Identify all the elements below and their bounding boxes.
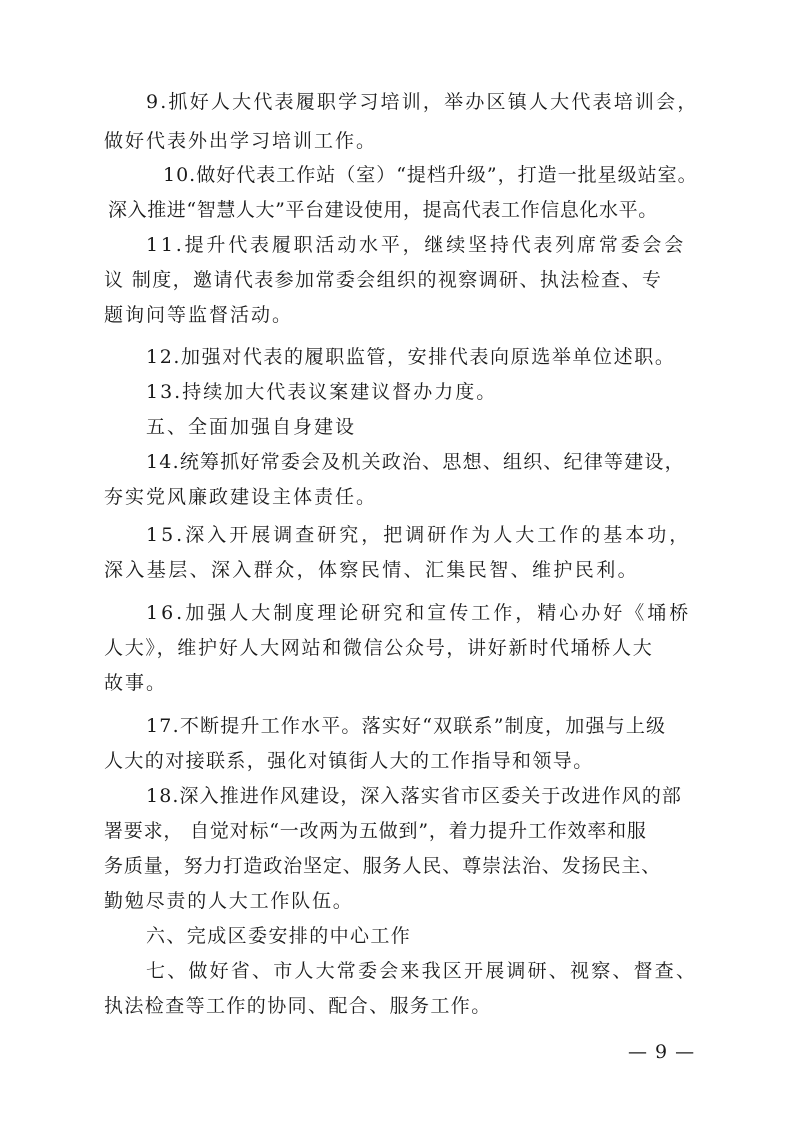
text-line: 9.抓好人大代表履职学习培训，举办区镇人大代表培训会， — [146, 91, 699, 113]
text-line: 15.深入开展调查研究，把调研作为人大工作的基本功， — [146, 524, 692, 546]
text-line: 务质量，努力打造政治坚定、服务人民、尊崇法治、发扬民主、 — [104, 855, 662, 877]
text-line: 13.持续加大代表议案建议督办力度。 — [146, 381, 498, 403]
text-line: 夯实党风廉政建设主体责任。 — [104, 486, 378, 508]
text-line: 深入基层、深入群众，体察民情、汇集民智、维护民利。 — [104, 559, 640, 581]
text-line: 17.不断提升工作水平。落实好“双联系”制度，加强与上级 — [146, 715, 667, 737]
text-line: 11.提升代表履职活动水平，继续坚持代表列席常委会会 — [146, 234, 687, 256]
text-line: 执法检查等工作的协同、配合、服务工作。 — [104, 995, 492, 1017]
text-line: 故事。 — [104, 672, 168, 694]
text-line: 题询问等监督活动。 — [104, 304, 294, 326]
text-line: 人大的对接联系，强化对镇街人大的工作指导和领导。 — [104, 750, 594, 772]
text-line: 人大》，维护好人大网站和微信公众号，讲好新时代埇桥人大 — [104, 637, 654, 659]
page-number: — 9 — — [628, 1041, 696, 1063]
text-line: 16.加强人大制度理论研究和宣传工作，精心办好《埇桥 — [146, 602, 692, 624]
section-heading: 七、做好省、市人大常委会来我区开展调研、视察、督查、 — [146, 960, 698, 982]
text-line: 议 制度，邀请代表参加常委会组织的视察调研、执法检查、专 — [104, 269, 663, 291]
text-line: 勤勉尽责的人大工作队伍。 — [104, 890, 354, 912]
text-line: 10.做好代表工作站（室）“提档升级”，打造一批星级站室。 — [163, 164, 698, 186]
text-line: 14.统筹抓好常委会及机关政治、思想、组织、纪律等建设， — [146, 451, 685, 473]
text-line: 署要求， 自觉对标“一改两为五做到”，着力提升工作效率和服 — [104, 820, 647, 842]
text-line: 深入推进“智慧人大”平台建设使用，提高代表工作信息化水平。 — [108, 199, 658, 221]
text-line: 做好代表外出学习培训工作。 — [104, 130, 378, 152]
text-line: 18.深入推进作风建设，深入落实省市区委关于改进作风的部 — [146, 785, 683, 807]
text-line: 12.加强对代表的履职监管，安排代表向原选举单位述职。 — [146, 346, 676, 368]
section-heading: 五、全面加强自身建设 — [146, 416, 357, 438]
section-heading: 六、完成区委安排的中心工作 — [146, 925, 412, 947]
